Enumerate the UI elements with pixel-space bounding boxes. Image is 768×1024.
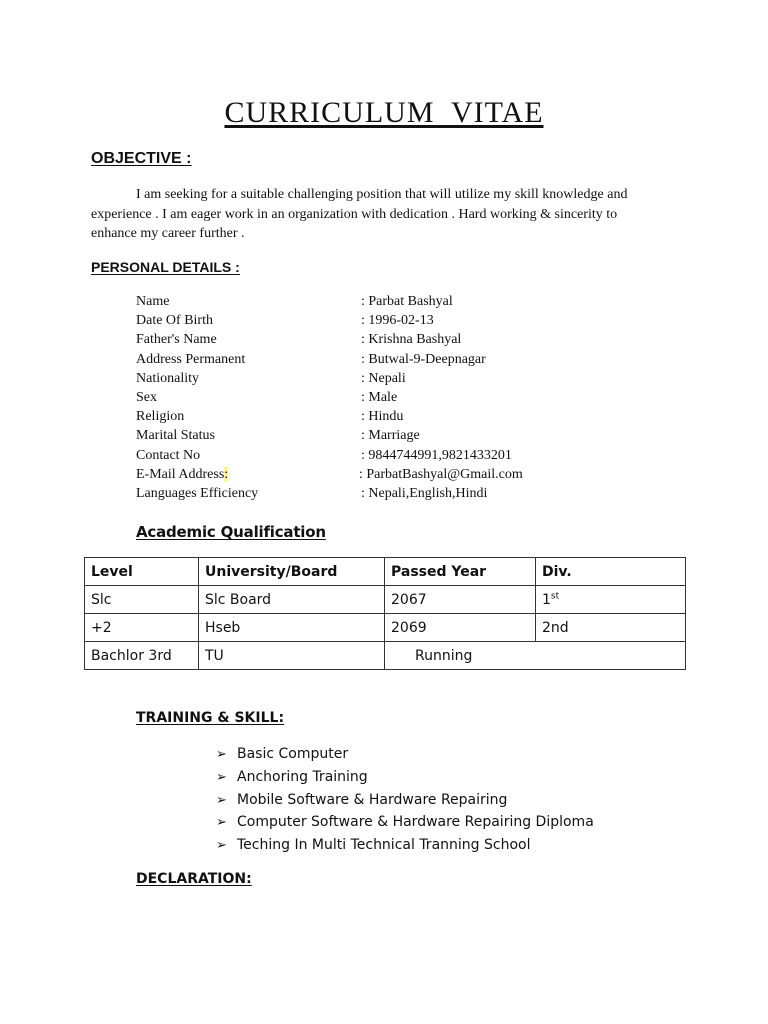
table-cell: Hseb	[199, 614, 385, 642]
objective-text: I am seeking for a suitable challenging position that will utilize my skill knowledge and experience . I am eager work in an organization with dedication . Hard working & sincerity to enhance my career further .	[91, 187, 628, 241]
list-item-text: Teching In Multi Technical Tranning School	[237, 837, 531, 854]
detail-row-name	[136, 292, 616, 311]
arrow-bullet-icon: ➢	[216, 838, 227, 854]
detail-label: Address Permanent	[136, 351, 246, 367]
detail-value: : Parbat Bashyal	[361, 294, 453, 309]
division-value: 1	[542, 591, 551, 608]
table-row	[85, 614, 686, 642]
detail-value: : ParbatBashyal@Gmail.com	[359, 466, 523, 482]
detail-label: Contact No	[136, 447, 201, 463]
detail-value: : Butwal-9-Deepnagar	[361, 351, 486, 367]
list-item	[216, 743, 594, 766]
detail-value: : 9844744991,9821433201	[361, 447, 512, 463]
detail-row-marital-status	[136, 426, 616, 445]
detail-row-religion	[136, 407, 616, 426]
detail-label: Sex	[136, 389, 157, 405]
detail-label: Father's Name	[136, 332, 217, 348]
academic-heading: Academic Qualification	[136, 523, 326, 541]
detail-label: Name	[136, 294, 170, 309]
list-item	[216, 789, 594, 812]
detail-value: : Krishna Bashyal	[361, 332, 462, 348]
detail-row-date-of-birth	[136, 311, 616, 330]
detail-value: : Hindu	[361, 409, 404, 425]
table-cell: +2	[85, 614, 199, 642]
table-cell: TU	[199, 642, 385, 670]
detail-row-languages	[136, 484, 616, 503]
detail-label: Date Of Birth	[136, 313, 213, 329]
objective-heading: OBJECTIVE :	[91, 150, 192, 167]
list-item-text: Anchoring Training	[237, 768, 368, 785]
detail-label: Nationality	[136, 370, 199, 386]
arrow-bullet-icon: ➢	[216, 792, 227, 808]
detail-label	[136, 465, 228, 484]
column-header: Div.	[536, 558, 686, 586]
column-header: Level	[85, 558, 199, 586]
arrow-bullet-icon: ➢	[216, 815, 227, 831]
list-item	[216, 811, 594, 834]
detail-label: Marital Status	[136, 428, 215, 444]
detail-row-fathers-name	[136, 330, 616, 349]
list-item-text: Basic Computer	[237, 746, 349, 762]
table-cell: Slc Board	[199, 586, 385, 614]
list-item	[216, 834, 594, 857]
table-header-row	[85, 558, 686, 586]
declaration-heading: DECLARATION:	[136, 871, 252, 887]
table-cell: 2nd	[536, 614, 686, 642]
list-item-text: Mobile Software & Hardware Repairing	[237, 791, 508, 808]
document-title: CURRICULUM VITAE	[224, 96, 544, 129]
table-cell: Bachlor 3rd	[85, 642, 199, 670]
table-row	[85, 642, 686, 670]
detail-value: : Male	[361, 389, 398, 405]
detail-label: Religion	[136, 409, 185, 425]
table-cell: Slc	[85, 586, 199, 614]
table-cell-status: Running	[385, 642, 686, 670]
detail-value: : Nepali,English,Hindi	[361, 485, 488, 501]
detail-value: : Marriage	[361, 428, 420, 444]
detail-row-sex	[136, 388, 616, 407]
detail-row-email	[136, 465, 616, 484]
academic-table	[84, 557, 686, 670]
detail-label-text: E-Mail Address	[136, 466, 225, 482]
list-item	[216, 766, 594, 789]
personal-details-list	[136, 292, 616, 503]
table-cell: 2067	[385, 586, 536, 614]
arrow-bullet-icon: ➢	[216, 769, 227, 785]
arrow-bullet-icon: ➢	[216, 747, 227, 762]
highlighted-colon: :	[224, 466, 229, 482]
detail-value: : Nepali	[361, 370, 406, 386]
table-row	[85, 586, 686, 614]
column-header: Passed Year	[385, 558, 536, 586]
detail-row-contact	[136, 446, 616, 465]
column-header: University/Board	[199, 558, 385, 586]
training-heading: TRAINING & SKILL:	[136, 710, 285, 726]
personal-details-heading: PERSONAL DETAILS :	[91, 259, 240, 275]
list-item-text: Computer Software & Hardware Repairing Diploma	[237, 814, 594, 831]
division-superscript: st	[550, 590, 560, 601]
table-cell	[536, 586, 686, 614]
skills-list	[216, 743, 594, 857]
table-cell: 2069	[385, 614, 536, 642]
detail-row-nationality	[136, 369, 616, 388]
detail-value: : 1996-02-13	[361, 313, 434, 329]
detail-row-address	[136, 350, 616, 369]
detail-label: Languages Efficiency	[136, 485, 259, 501]
